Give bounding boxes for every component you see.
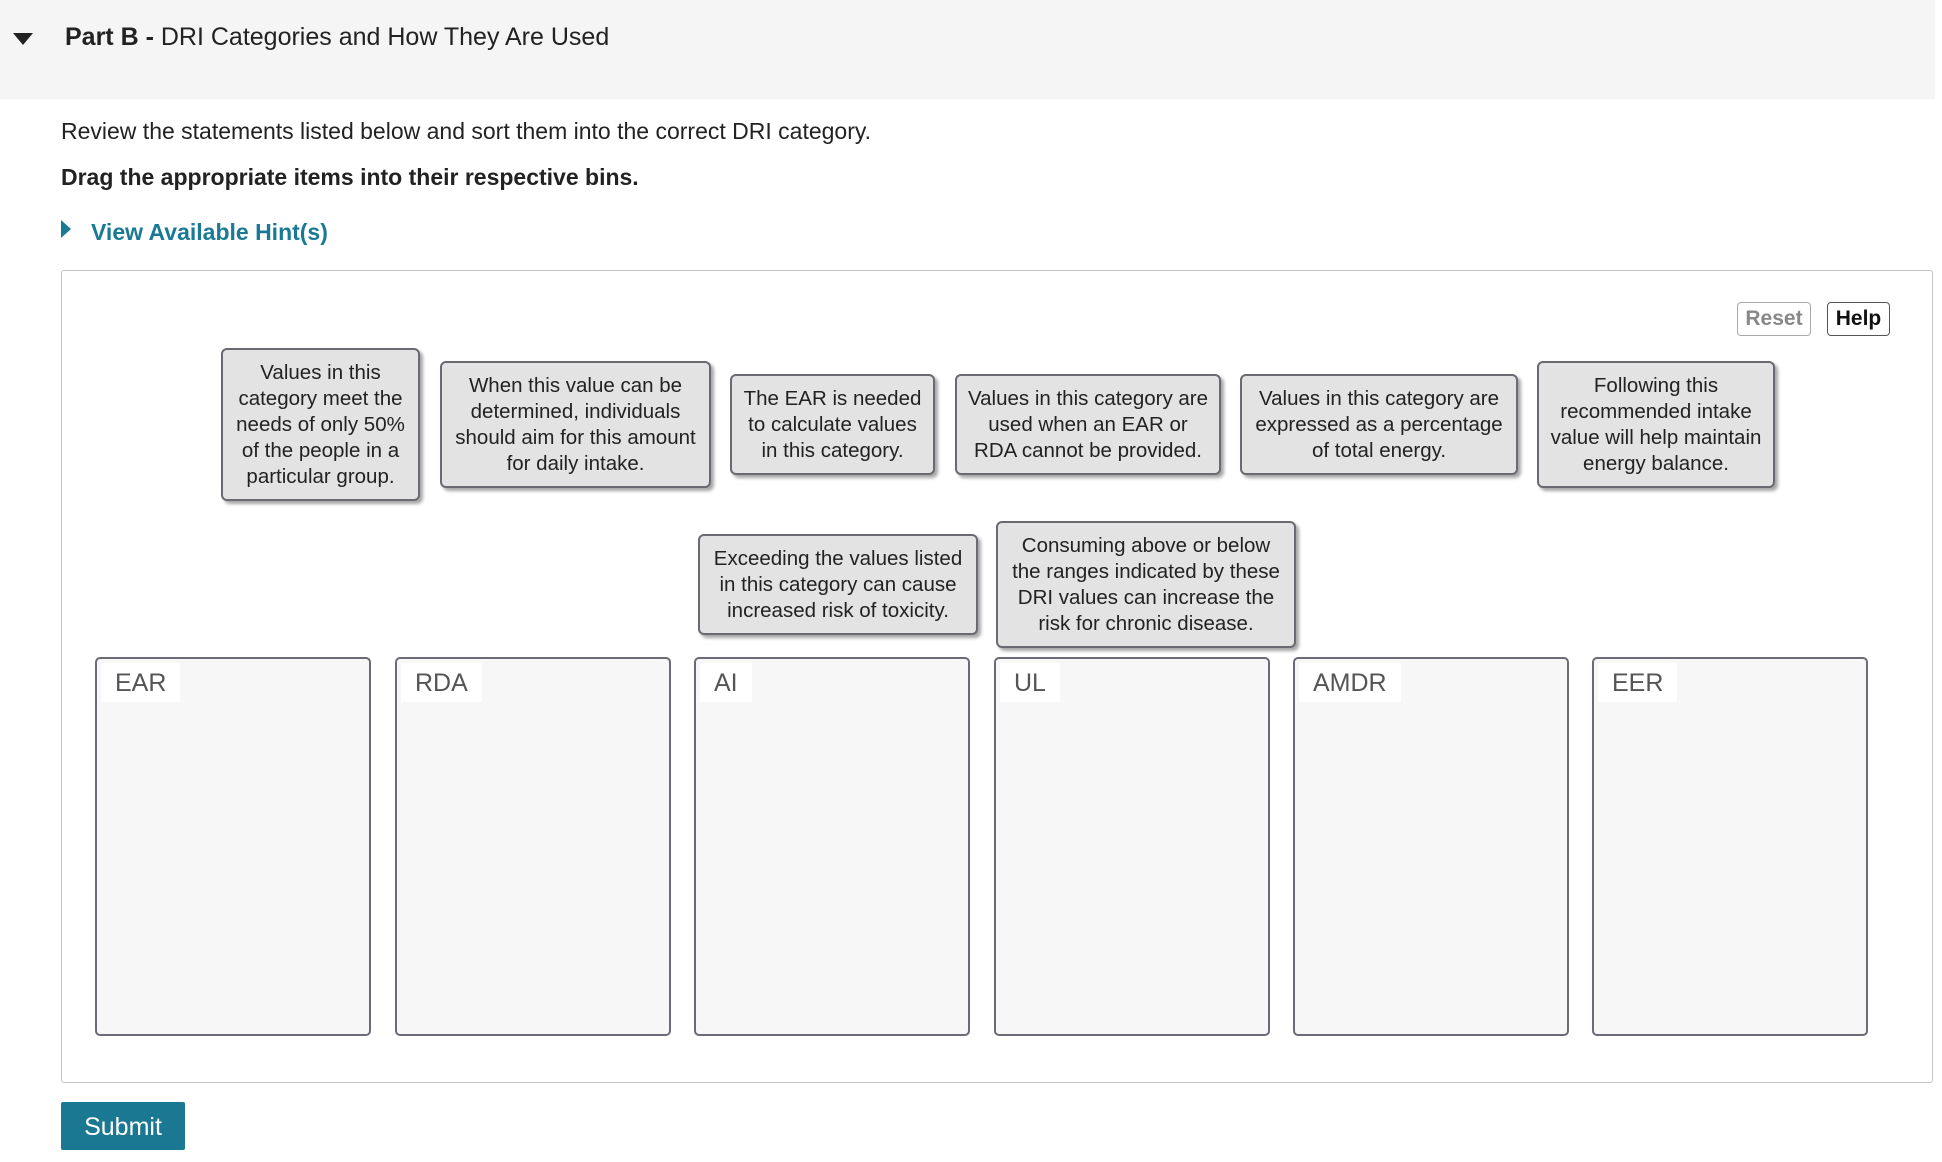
drag-item[interactable]: [1537, 361, 1775, 488]
view-hints-link[interactable]: [61, 219, 328, 246]
part-label: Part B -: [65, 23, 154, 51]
intro-text: Review the statements listed below and sort them into the correct DRI category.: [61, 118, 872, 144]
drag-item-text: The EAR is needed to calculate values in this category.: [743, 386, 922, 462]
drag-item-text: Values in this category meet the needs of only 50% of the people in a particular group.: [236, 360, 405, 488]
bin-ul[interactable]: [994, 657, 1270, 1036]
submit-button[interactable]: Submit: [61, 1102, 185, 1150]
drag-item[interactable]: [955, 374, 1221, 475]
reset-button[interactable]: Reset: [1737, 302, 1811, 336]
drag-item-text: When this value can be determined, individuals should aim for this amount for daily intake.: [455, 373, 696, 475]
bin-amdr[interactable]: [1293, 657, 1569, 1036]
drag-item-text: Values in this category are used when an EAR or RDA cannot be provided.: [967, 386, 1209, 462]
drag-item[interactable]: [730, 374, 935, 475]
bin-rda[interactable]: [395, 657, 671, 1036]
drag-item-text: Following this recommended intake value will help maintain energy balance.: [1550, 373, 1762, 475]
bin-ai[interactable]: [694, 657, 970, 1036]
part-heading: DRI Categories and How They Are Used: [160, 23, 610, 51]
drag-item-text: Exceeding the values listed in this category can cause increased risk of toxicity.: [713, 546, 963, 622]
bin-label: AI: [700, 663, 752, 702]
collapse-caret-icon[interactable]: [13, 33, 33, 45]
drag-item[interactable]: [221, 348, 420, 501]
part-header[interactable]: [0, 0, 1935, 99]
bin-label: UL: [1000, 663, 1060, 702]
help-button[interactable]: Help: [1827, 302, 1890, 336]
drag-item-text: Consuming above or below the ranges indicated by these DRI values can increase the risk for chronic disease.: [1012, 533, 1280, 635]
bin-ear[interactable]: [95, 657, 371, 1036]
view-hints-label: View Available Hint(s): [91, 219, 328, 245]
bin-label: AMDR: [1299, 663, 1401, 702]
bin-label: EER: [1598, 663, 1677, 702]
drag-item-text: Values in this category are expressed as a percentage of total energy.: [1255, 386, 1503, 462]
drag-item[interactable]: [1240, 374, 1518, 475]
caret-right-icon: [61, 220, 71, 238]
bin-eer[interactable]: [1592, 657, 1868, 1036]
drag-item[interactable]: [996, 521, 1296, 648]
bin-label: EAR: [101, 663, 180, 702]
instruction-text: Drag the appropriate items into their respective bins.: [61, 164, 639, 190]
drag-item[interactable]: [698, 534, 978, 635]
part-title: [65, 23, 609, 52]
drag-item[interactable]: [440, 361, 711, 488]
bin-label: RDA: [401, 663, 482, 702]
